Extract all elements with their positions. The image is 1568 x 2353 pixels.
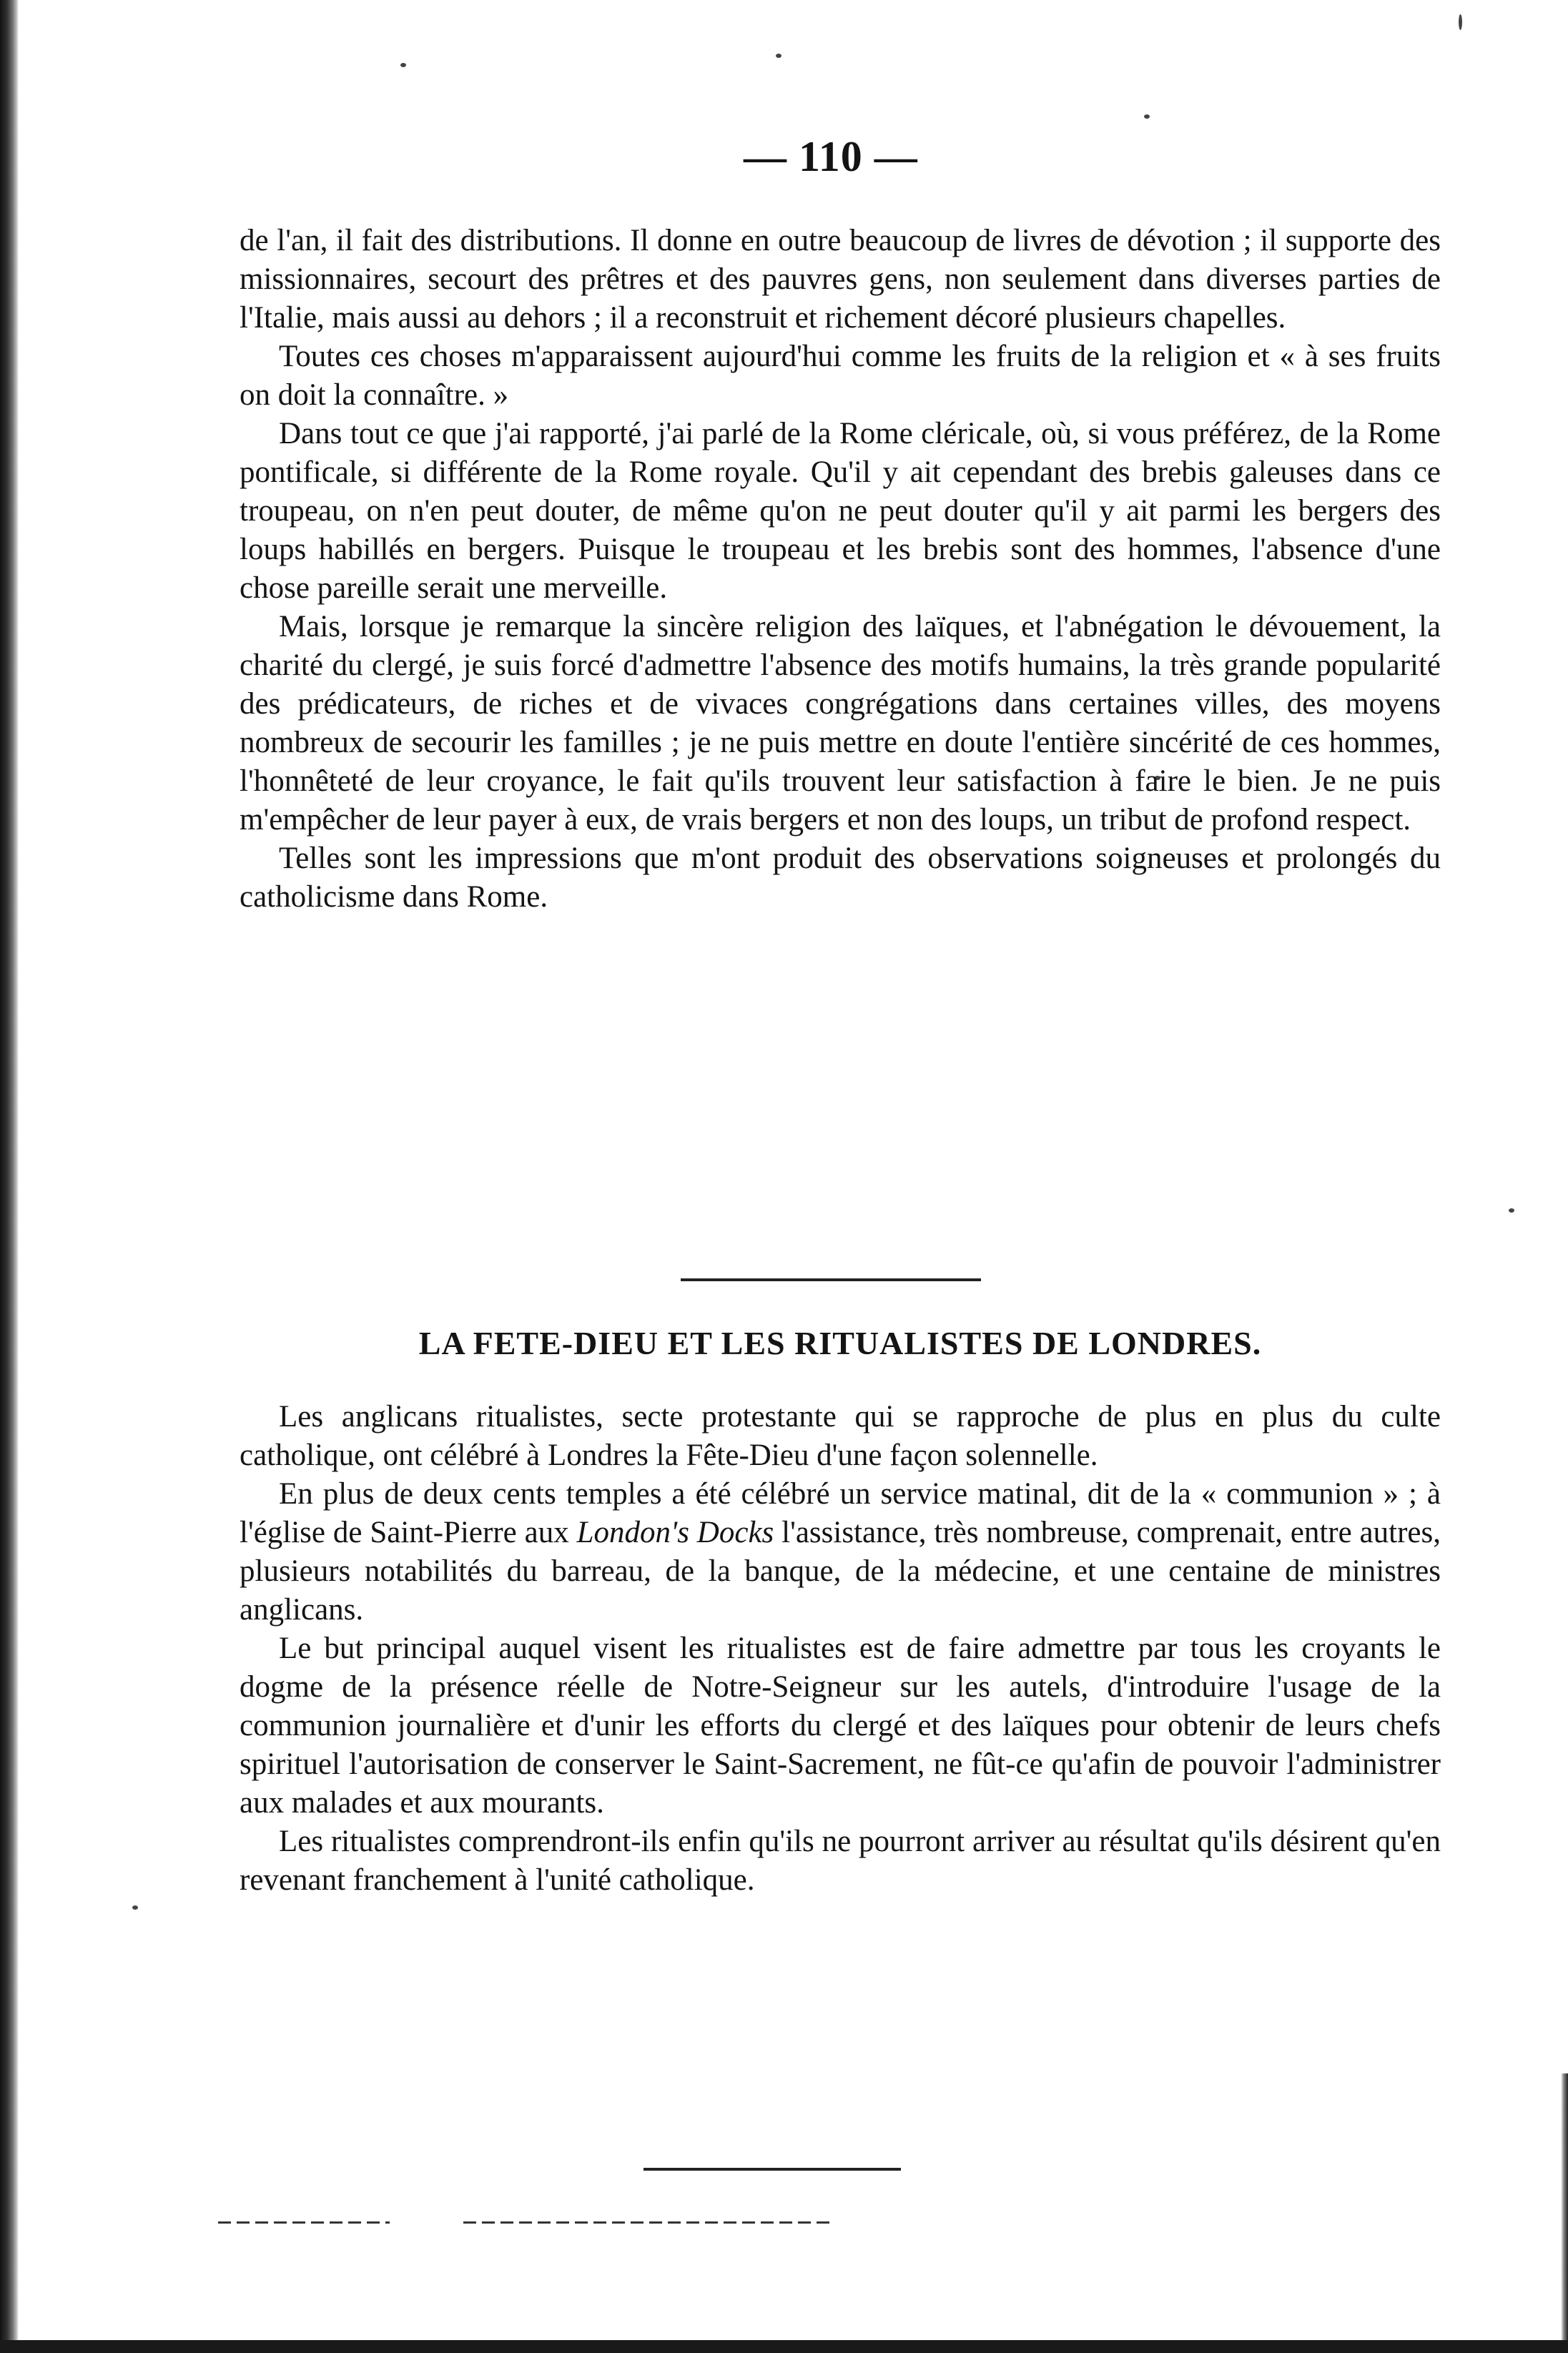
paragraph: Les ritualistes comprendront-ils enfin qu'ils ne pourront arriver au résultat qu'ils désirent qu'en revenant franchement à l'unité catholique. [240, 1825, 1441, 1897]
end-divider [644, 2168, 901, 2171]
paragraph: Le but principal auquel visent les ritualistes est de faire admettre par tous les croyants le dogme de la présence réelle de Notre-Seigneur sur les autels, d'introduire l'usage de la communion journalière et d'unir les efforts du clergé et des laïques pour obtenir de leurs chefs spirituel l'autorisation de conserver le Saint-Sacrement, ne fût-ce qu'afin de pouvoir l'administrer aux malades et aux mourants. [240, 1632, 1441, 1820]
footer-rule [218, 2221, 390, 2224]
scan-speck [1509, 1208, 1514, 1213]
section-heading: LA FETE-DIEU ET LES RITUALISTES DE LONDRES. [418, 1325, 1262, 1361]
scan-speck [1459, 14, 1462, 30]
scan-binding-edge [0, 0, 19, 2353]
scan-speck [400, 63, 406, 67]
footer-rule [463, 2221, 835, 2224]
page-number: — 110 — [744, 133, 918, 180]
body-text [240, 222, 1441, 917]
scan-right-edge [1561, 2073, 1568, 2353]
section-divider [681, 1278, 981, 1281]
paragraph: Telles sont les impressions que m'ont produit des observations soigneuses et prolongés du catholicisme dans Rome. [240, 842, 1441, 914]
scan-bottom-edge [0, 2340, 1568, 2353]
text-run: En plus de deux cents temples a été célébré un service matinal, dit de la « communion » ; à l'église de Saint-Pierre aux [240, 1477, 1441, 1549]
scan-speck [1144, 114, 1150, 119]
paragraph: Toutes ces choses m'apparaissent aujourd'hui comme les fruits de la religion et « à ses fruits on doit la connaître. » [240, 340, 1441, 412]
paragraph: de l'an, il fait des distributions. Il donne en outre beaucoup de livres de dévotion ; il supporte des missionnaires, secourt des prêtres et des pauvres gens, non seulement dans diverses parties de l'Italie, mais aussi au dehors ; il a reconstruit et richement décoré plusieurs chapelles. [240, 224, 1441, 335]
section-text [240, 1398, 1441, 1900]
paragraph: Les anglicans ritualistes, secte protestante qui se rapproche de plus en plus du culte catholique, ont célébré à Londres la Fête-Dieu d'une façon solennelle. [240, 1400, 1441, 1472]
paragraph: Dans tout ce que j'ai rapporté, j'ai parlé de la Rome cléricale, où, si vous préférez, de la Rome pontificale, si différente de la Rome royale. Qu'il y ait cependant des brebis galeuses dans ce troupeau, on n'en peut douter, de même qu'on ne peut douter qu'il y ait parmi les bergers des loups habillés en bergers. Puisque le troupeau et les brebis sont des hommes, l'absence d'une chose pareille serait une merveille. [240, 417, 1441, 605]
text-run: l'assistance, très nombreuse, comprenait, entre autres, plusieurs notabilités du barreau, de la banque, de la médecine, et une centaine de ministres anglicans. [240, 1516, 1441, 1627]
paragraph: Mais, lorsque je remarque la sincère religion des laïques, et l'abnégation le dévouement, la charité du clergé, je suis forcé d'admettre l'absence des motifs humains, la très grande popularité des prédicateurs, de riches et de vivaces congrégations dans certaines villes, des moyens nombreux de secourir les familles ; je ne puis mettre en doute l'entière sincérité de ces hommes, l'honnêteté de leur croyance, le fait qu'ils trouvent leur satisfaction à faire le bien. Je ne puis m'empêcher de leur payer à eux, de vrais bergers et non des loups, un tribut de profond respect. [240, 610, 1441, 837]
scan-speck [776, 54, 781, 58]
italic-place-name: London's Docks [576, 1516, 774, 1549]
scan-speck [132, 1905, 138, 1910]
paragraph [240, 1475, 1441, 1629]
